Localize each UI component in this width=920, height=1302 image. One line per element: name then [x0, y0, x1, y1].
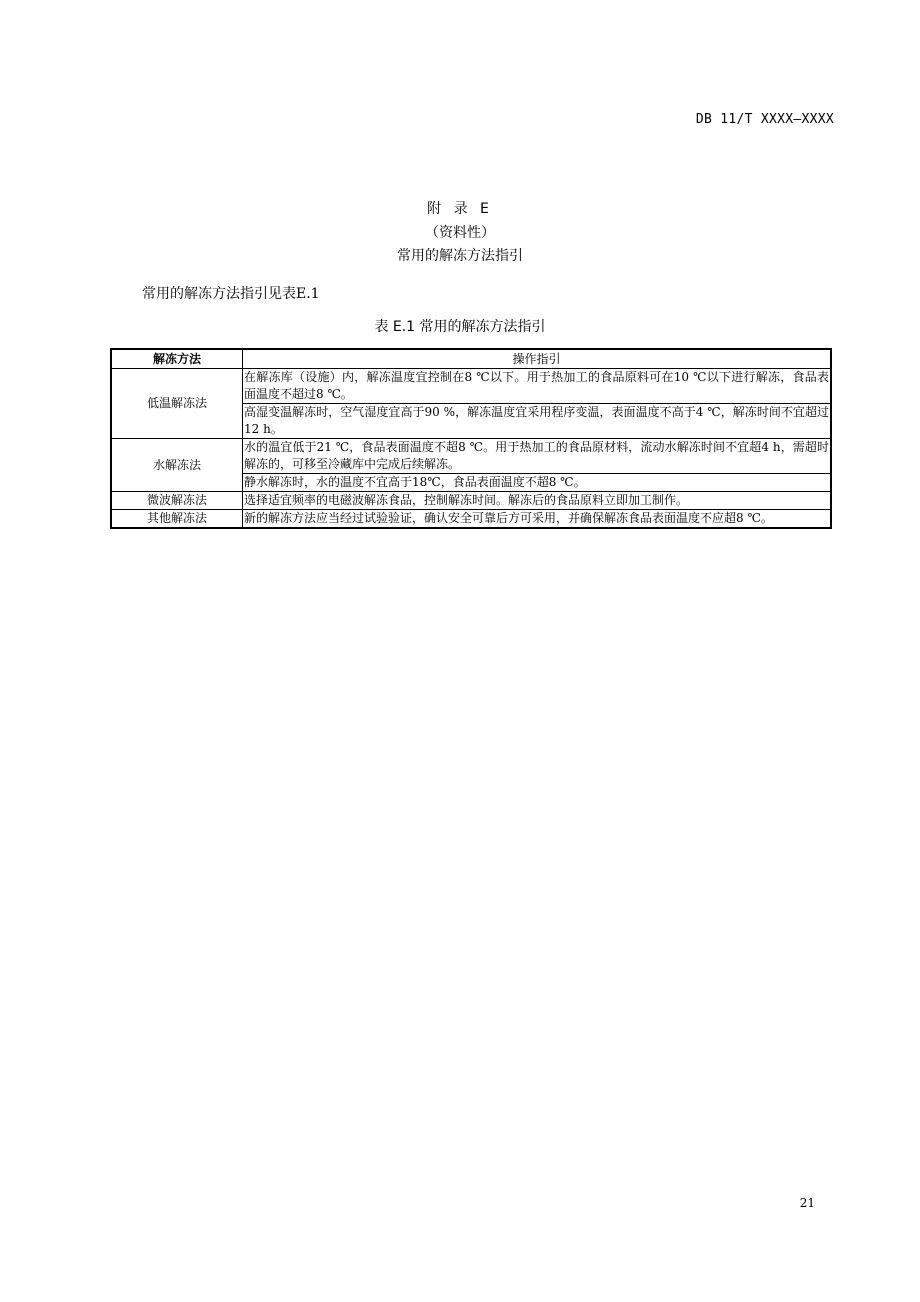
intro-paragraph: 常用的解冻方法指引见表E.1 [142, 286, 320, 302]
method-cell: 低温解冻法 [111, 369, 243, 439]
table-row [111, 510, 831, 529]
table-row [111, 439, 831, 474]
guidance-cell: 高湿变温解冻时，空气湿度宜高于90 %，解冻温度宜采用程序变温，表面温度不高于4 ℃，解冻时间不宜超过12 h。 [243, 404, 832, 439]
appendix-nature: （资料性） [425, 225, 495, 241]
thawing-methods-table [110, 348, 832, 529]
table-row [111, 492, 831, 510]
guidance-cell: 水的温宜低于21 ℃，食品表面温度不超8 ℃。用于热加工的食品原材料，流动水解冻时间不宜超4 h，需超时解冻的，可移至冷藏库中完成后续解冻。 [243, 439, 832, 474]
table-row [111, 369, 831, 404]
guidance-cell: 在解冻库（设施）内，解冻温度宜控制在8 ℃以下。用于热加工的食品原料可在10 ℃以下进行解冻，食品表面温度不超过8 ℃。 [243, 369, 832, 404]
page-number: 21 [799, 1196, 815, 1210]
table-caption: 表 E.1 常用的解冻方法指引 [374, 319, 546, 335]
column-header-method: 解冻方法 [111, 349, 243, 369]
method-cell: 微波解冻法 [111, 492, 243, 510]
appendix-label: 附 录 E [427, 201, 493, 217]
guidance-cell: 新的解冻方法应当经过试验验证，确认安全可靠后方可采用，并确保解冻食品表面温度不应超8 ℃。 [243, 510, 832, 529]
method-cell: 其他解冻法 [111, 510, 243, 529]
guidance-cell: 选择适宜频率的电磁波解冻食品，控制解冻时间。解冻后的食品原料立即加工制作。 [243, 492, 832, 510]
guidance-cell: 静水解冻时，水的温度不宜高于18℃，食品表面温度不超8 ℃。 [243, 474, 832, 492]
table-header-row [111, 349, 831, 369]
method-cell: 水解冻法 [111, 439, 243, 492]
document-code: DB 11/T XXXX—XXXX [695, 112, 834, 127]
appendix-title: 常用的解冻方法指引 [397, 248, 523, 264]
column-header-guidance: 操作指引 [243, 349, 832, 369]
